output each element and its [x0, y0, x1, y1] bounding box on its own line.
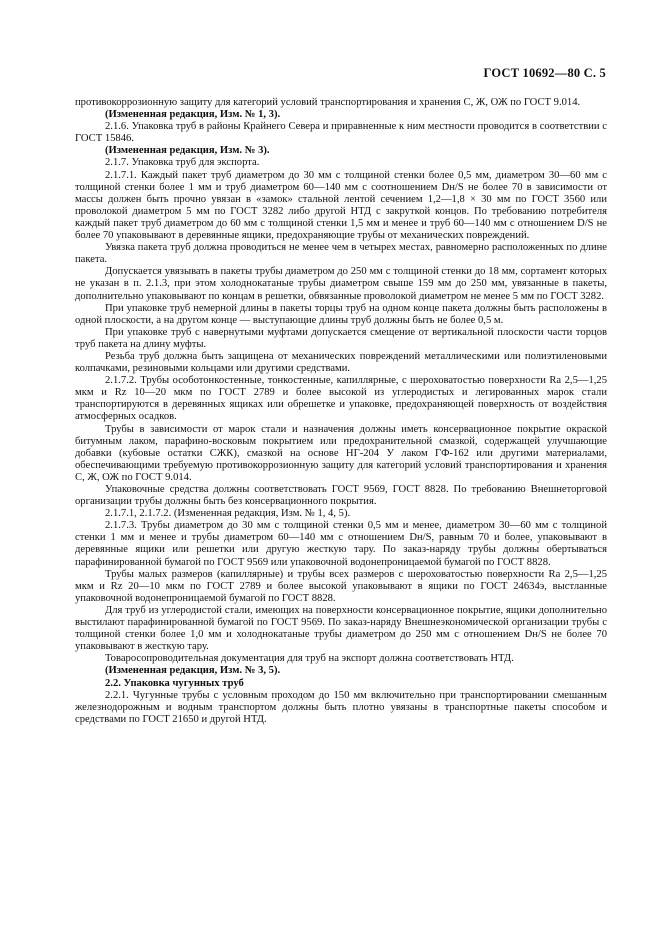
- amendment-note: (Измененная редакция, Изм. № 3).: [105, 145, 270, 157]
- paragraph: противокоррозионную защиту для категорий условий транспортирования и хранения С, Ж, ОЖ по ГОСТ 9.014.: [75, 97, 581, 108]
- paragraph: 2.1.7.1. Каждый пакет труб диаметром до 30 мм с толщиной стенки более 0,5 мм, диаметром 30—60 мм с толщиной стенки более 1 мм и труб диаметром 60—140 мм с соотношением Dн/S не более 70 в зависимости от массы должен быть прочно увязан в «замок» стальной лентой сечением 1,2—1,8 × 30 мм по ГОСТ 3560 или проволокой диаметром 5 мм по ГОСТ 3282 либо другой НТД с закруткой концов. По требованию потребителя каждый пакет труб диаметром до 60 мм с толщиной стенки 1,5 мм и менее и труб 60—140 мм с отношением D/S не более 70 упаковывают в деревянные ящики, предохраняющие трубы от механических повреждений.: [75, 169, 607, 242]
- paragraph: 2.2.1. Чугунные трубы с условным проходом до 150 мм включительно при транспортировании смешанным железнодорожным и водным транспортом должны быть плотно увязаны в транспортные пакеты способом и средствами по ГОСТ 21650 и другой НТД.: [75, 689, 607, 725]
- page-header: ГОСТ 10692—80 С. 5: [483, 66, 606, 80]
- paragraph: При упаковке труб с навернутыми муфтами допускается смещение от вертикальной плоскости части торцов труб пакета на длину муфты.: [75, 326, 607, 350]
- paragraph: 2.1.7.3. Трубы диаметром до 30 мм с толщиной стенки 0,5 мм и менее, диаметром 30—60 мм с толщиной стенки 1 мм и менее и трубы диаметром 60—140 мм с отношением Dн/S, равным 70 и более, упаковывают в деревянные ящики или решетки или другую жесткую тару. По заказ-наряду трубы должны обертываться парафинированной бумагой по ГОСТ 9569 или упаковочной водонепроницаемой бумагой по ГОСТ 8828.: [75, 520, 607, 568]
- amendment-note: (Измененная редакция, Изм. № 3, 5).: [105, 665, 281, 677]
- section-heading: 2.2. Упаковка чугунных труб: [105, 677, 244, 689]
- paragraph: Товаросопроводительная документация для труб на экспорт должна соответствовать НТД.: [105, 653, 514, 665]
- amendment-note: (Измененная редакция, Изм. № 1, 3).: [105, 109, 281, 121]
- paragraph: При упаковке труб немерной длины в пакеты торцы труб на одном конце пакета должны быть расположены в одной плоскости, а на другом конце — выступающие длины труб должны быть не более 0,5 м.: [75, 302, 607, 326]
- paragraph: Трубы малых размеров (капиллярные) и трубы всех размеров с шероховатостью поверхности Ra 2,5—1,25 мкм и Rz 20—10 мкм по ГОСТ 2789 и более высокой упаковывают в ящики по ГОСТ 24634э, выстланные упаковочной водонепроницаемой бумагой по ГОСТ 8828.: [75, 568, 607, 604]
- document-body: [75, 97, 607, 726]
- paragraph: Для труб из углеродистой стали, имеющих на поверхности консервационное покрытие, ящики дополнительно выстилают парафинированной бумагой по ГОСТ 9569. По заказ-наряду Внешнеэкономической организации трубы с толщиной стенки более 1,0 мм и холоднокатаные трубы диаметром до 250 мм с отношением Dн/S не более 70 упаковывают в жесткую тару.: [75, 604, 607, 653]
- paragraph: Увязка пакета труб должна проводиться не менее чем в четырех местах, равномерно расположенных по длине пакета.: [75, 242, 607, 266]
- paragraph: 2.1.7.1, 2.1.7.2. (Измененная редакция, Изм. № 1, 4, 5).: [105, 508, 351, 520]
- paragraph: Трубы в зависимости от марок стали и назначения должны иметь консервационное покрытие окраской битумным лаком, парафино-восковым покрытием или предохранительной смазкой, содержащей улучшающие добавки (кубовые остатки СЖК), смазкой на основе НГ-204 У лаком ГФ-162 или другими материалами, обеспечивающими требуемую противокоррозионную защиту для категорий условий транспортирования и хранения С, Ж, ОЖ по ГОСТ 9.014.: [75, 423, 607, 483]
- paragraph: Резьба труб должна быть защищена от механических повреждений металлическими или полиэтиленовыми колпачками, резиновыми кольцами или другими средствами.: [75, 350, 607, 375]
- paragraph: 2.1.7.2. Трубы особотонкостенные, тонкостенные, капиллярные, с шероховатостью поверхности Ra 2,5—1,25 мкм и Rz 10—20 мкм по ГОСТ 2789 и более высокой из углеродистых и легированных марок стали транспортируются в деревянных ящиках или обрешетке и упаковке, предохраняющей поверхность от воздействия атмосферных осадков.: [75, 375, 607, 423]
- paragraph: 2.1.7. Упаковка труб для экспорта.: [105, 157, 260, 169]
- paragraph: Упаковочные средства должны соответствовать ГОСТ 9569, ГОСТ 8828. По требованию Внешнеторговой организации трубы должны быть без консервационного покрытия.: [75, 484, 607, 508]
- paragraph: Допускается увязывать в пакеты трубы диаметром до 250 мм с толщиной стенки до 18 мм, сортамент которых не указан в п. 2.1.3, при этом холоднокатаные трубы диаметром свыше 159 мм до 250 мм, увязанные в пакеты, дополнительно упаковывают по концам в решетки, обвязанные проволокой диаметром не менее 5 мм по ГОСТ 3282.: [75, 266, 607, 302]
- paragraph: 2.1.6. Упаковка труб в районы Крайнего Севера и приравненные к ним местности проводится в соответствии с ГОСТ 15846.: [75, 121, 607, 145]
